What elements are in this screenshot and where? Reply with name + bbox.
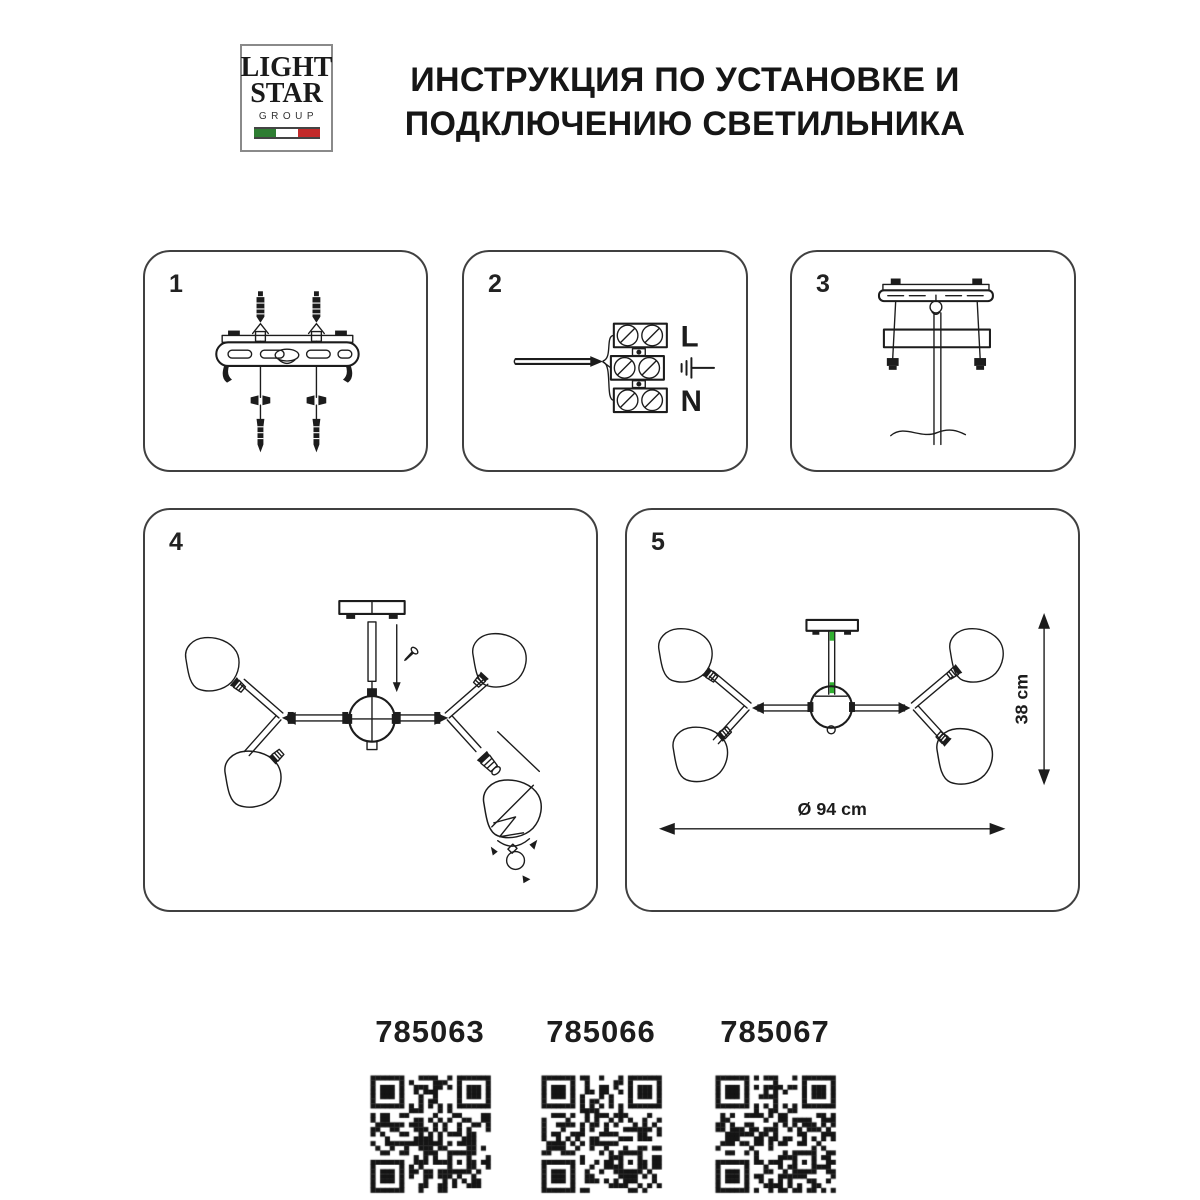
- diagram-canopy-mounting: [792, 252, 1074, 470]
- dimension-height-label: 38 cm: [1011, 673, 1032, 725]
- ceiling-bracket: [879, 279, 993, 315]
- flag-segment-red: [298, 129, 320, 137]
- step-number: 3: [816, 270, 830, 298]
- flag-segment-green: [254, 129, 276, 137]
- step-number: 5: [651, 528, 665, 556]
- supply-cable: [514, 335, 614, 400]
- shade-socket: [702, 667, 719, 684]
- product-column: [365, 1014, 495, 1195]
- hanging-screws: [887, 301, 986, 370]
- product-code: 785066: [546, 1014, 656, 1049]
- center-hub: [807, 686, 855, 734]
- panel-step-2: [462, 250, 748, 472]
- panel-step-4: [143, 508, 598, 912]
- label-neutral: N: [680, 385, 702, 419]
- qr-code: [713, 1073, 838, 1195]
- qr-code: [539, 1073, 664, 1195]
- label-live: L: [680, 320, 699, 354]
- right-branch: [395, 679, 488, 751]
- panel-step-1: [143, 250, 428, 472]
- insert-arrow: [393, 625, 401, 692]
- canopy-and-rod: [806, 620, 857, 694]
- shade-socket: [716, 725, 733, 742]
- globe-shade: [937, 729, 993, 784]
- logo-star: STAR: [250, 78, 323, 110]
- canopy-plate: [884, 330, 990, 348]
- logo-light: LIGHT: [240, 52, 333, 83]
- left-branch: [240, 679, 349, 755]
- bulb-icon: [491, 840, 538, 884]
- shade-socket: [268, 748, 285, 765]
- step-number: 2: [488, 270, 502, 298]
- exploded-socket-detail: [477, 732, 539, 778]
- product-code: 785063: [375, 1014, 485, 1049]
- page-title-line2: ПОДКЛЮЧЕНИЮ СВЕТИЛЬНИКА: [404, 105, 966, 143]
- page-title: [350, 58, 1020, 146]
- flag-segment-white: [276, 129, 298, 137]
- step-number: 1: [169, 270, 183, 298]
- dimension-height: [1011, 613, 1050, 785]
- wall-anchor-icon: [253, 291, 269, 342]
- canopy-and-rod: [339, 601, 404, 696]
- terminal-block: [611, 324, 667, 412]
- step-number: 4: [169, 528, 183, 556]
- earth-ground-icon: [682, 358, 714, 378]
- screw-icon: [251, 366, 271, 452]
- diagram-finished-dimensions: [627, 510, 1078, 910]
- diagram-chandelier-assembly: [145, 510, 596, 910]
- dimension-diameter-label: Ø 94 cm: [797, 798, 867, 819]
- right-branch: [853, 671, 953, 743]
- panel-step-3: [790, 250, 1076, 472]
- italian-flag-icon: [254, 127, 320, 139]
- lightstar-logo: [240, 44, 333, 152]
- product-column: [710, 1014, 840, 1195]
- globe-shade: [473, 634, 526, 687]
- dimension-diameter: [659, 799, 1006, 835]
- qr-code: [368, 1073, 493, 1195]
- globe-shade: [186, 638, 239, 691]
- panel-step-5: [625, 508, 1080, 912]
- diagram-wiring: [464, 252, 746, 470]
- product-code: 785067: [720, 1014, 830, 1049]
- product-column: [536, 1014, 666, 1195]
- page-title-line1: ИНСТРУКЦИЯ ПО УСТАНОВКЕ И: [410, 61, 960, 99]
- globe-shade: [483, 780, 541, 838]
- wall-anchor-icon: [309, 291, 325, 342]
- screw-icon: [307, 366, 327, 452]
- mounting-bar: [216, 331, 358, 383]
- diagram-mounting-bracket: [145, 252, 426, 470]
- center-rod: [891, 313, 966, 445]
- center-hub: [345, 696, 398, 749]
- screw-icon: [401, 646, 419, 664]
- logo-group: GROUP: [258, 111, 319, 123]
